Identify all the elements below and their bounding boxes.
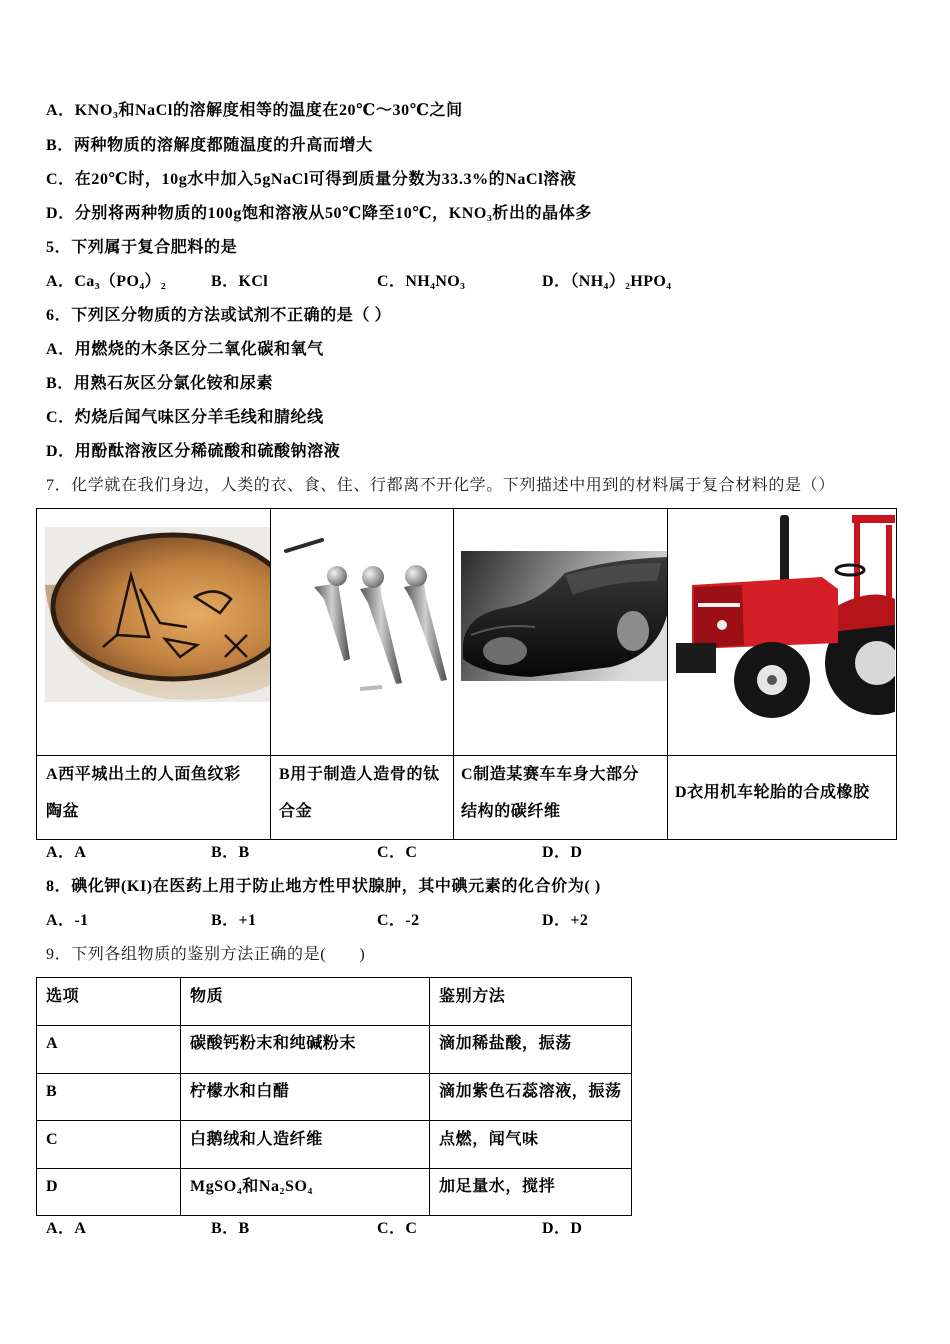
table-divider [37, 1120, 631, 1121]
tractor-image [672, 515, 895, 720]
q6-stem: 6．下列区分物质的方法或试剂不正确的是（ ） [46, 307, 392, 324]
caption-d [675, 774, 870, 811]
caption-a-line: A西平城出土的人面鱼纹彩 [46, 766, 241, 783]
carbon-fiber-car-image [461, 551, 667, 681]
q9-option-a: A．A [46, 1220, 87, 1237]
q6-option-a: A．用燃烧的木条区分二氧化碳和氧气 [46, 341, 324, 358]
table-divider [37, 1073, 631, 1074]
materials-table [36, 508, 897, 840]
q7-stem: 7．化学就在我们身边，人类的衣、食、住、行都离不开化学。下列描述中用到的材料属于复合材料的是（） [46, 477, 835, 494]
q9-option-c: C．C [377, 1220, 418, 1237]
q7-option-b: B．B [211, 844, 250, 861]
q5-option-c: C．NH₄NO₃ [377, 273, 466, 290]
q4-option-d: D．分别将两种物质的100g饱和溶液从50℃降至10℃，KNO₃析出的晶体多 [46, 205, 592, 222]
table-cell: A [46, 1035, 59, 1052]
table-header: 物质 [190, 988, 224, 1005]
caption-c [461, 756, 639, 830]
q8-option-c: C．-2 [377, 912, 420, 929]
table-cell: B [46, 1083, 58, 1100]
caption-c-line: 结构的碳纤维 [461, 803, 561, 820]
caption-b-line: B用于制造人造骨的钛 [279, 766, 440, 783]
table-divider [270, 509, 271, 839]
caption-d-line: D衣用机车轮胎的合成橡胶 [675, 784, 870, 801]
q7-option-a: A．A [46, 844, 87, 861]
q4-option-c: C．在20℃时，10g水中加入5gNaCl可得到质量分数为33.3%的NaCl溶液 [46, 171, 577, 188]
table-divider [429, 978, 430, 1215]
table-cell: D [46, 1178, 59, 1195]
caption-c-line: C制造某赛车车身大部分 [461, 766, 640, 783]
table-cell: 柠檬水和白醋 [190, 1083, 290, 1100]
table-divider [37, 1025, 631, 1026]
q8-options [0, 911, 950, 931]
table-cell: 白鹅绒和人造纤维 [190, 1131, 323, 1148]
q7-option-d: D．D [542, 844, 583, 861]
q9-option-d: D．D [542, 1220, 583, 1237]
table-cell: 碳酸钙粉末和纯碱粉末 [190, 1035, 357, 1052]
q6-option-b: B．用熟石灰区分氯化铵和尿素 [46, 375, 274, 392]
q8-option-d: D．+2 [542, 912, 589, 929]
q8-option-a: A．-1 [46, 912, 89, 929]
table-header: 鉴别方法 [439, 988, 506, 1005]
q8-stem: 8．碘化钾(KI)在医药上用于防止地方性甲状腺肿，其中碘元素的化合价为( ) [46, 878, 601, 895]
q5-options [0, 272, 950, 292]
q9-stem: 9．下列各组物质的鉴别方法正确的是( ) [46, 946, 366, 963]
pottery-bowl-image [45, 527, 270, 702]
table-cell: 滴加稀盐酸，振荡 [439, 1035, 572, 1052]
caption-b-line: 合金 [279, 803, 313, 820]
table-divider [37, 1168, 631, 1169]
table-divider [453, 509, 454, 839]
q7-options [0, 843, 950, 863]
q5-option-a: A．Ca₃（PO₄）₂ [46, 273, 167, 290]
table-header: 选项 [46, 988, 80, 1005]
table-cell: MgSO₄和Na₂SO₄ [190, 1178, 313, 1195]
table-cell: 点燃，闻气味 [439, 1131, 539, 1148]
caption-b [279, 756, 440, 830]
table-divider [667, 509, 668, 839]
caption-a-line: 陶盆 [46, 803, 80, 820]
q4-option-a: A．KNO₃和NaCl的溶解度相等的温度在20℃～30℃之间 [46, 102, 463, 119]
q6-option-d: D．用酚酞溶液区分稀硫酸和硫酸钠溶液 [46, 443, 341, 460]
table-cell: 加足量水，搅拌 [439, 1178, 556, 1195]
q5-option-b: B．KCl [211, 273, 269, 290]
q8-option-b: B．+1 [211, 912, 257, 929]
q5-option-d: D．（NH₄）₂HPO₄ [542, 273, 672, 290]
table-cell: 滴加紫色石蕊溶液，振荡 [439, 1083, 622, 1100]
q9-option-b: B．B [211, 1220, 250, 1237]
q5-stem: 5．下列属于复合肥料的是 [46, 239, 238, 256]
bone-implant-image [280, 537, 450, 692]
table-divider [180, 978, 181, 1215]
table-cell: C [46, 1131, 59, 1148]
q4-option-b: B．两种物质的溶解度都随温度的升高而增大 [46, 137, 373, 154]
identification-table [36, 977, 632, 1216]
q6-option-c: C．灼烧后闻气味区分羊毛线和腈纶线 [46, 409, 324, 426]
q7-option-c: C．C [377, 844, 418, 861]
q9-options [0, 1219, 950, 1239]
caption-a [46, 756, 241, 830]
